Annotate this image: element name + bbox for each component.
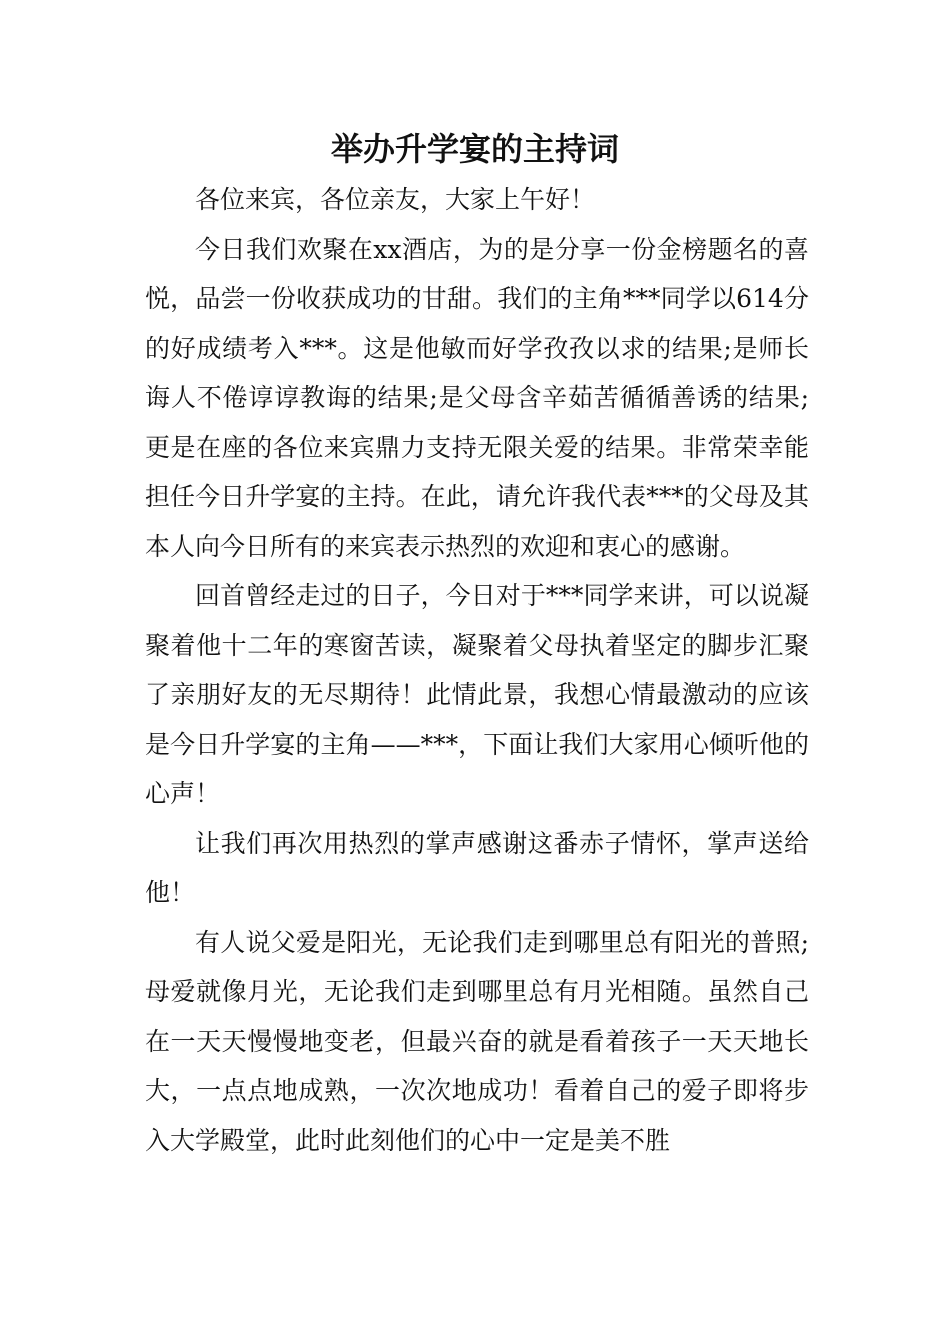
document-body bbox=[145, 175, 809, 1165]
document-title: 举办升学宴的主持词 bbox=[330, 130, 619, 168]
paragraph-greeting: 各位来宾，各位亲友，大家上午好！ bbox=[195, 185, 596, 214]
paragraph-parents: 有人说父爱是阳光，无论我们走到哪里总有阳光的普照;母爱就像月光，无论我们走到哪里总有月光相随。虽然自己在一天天慢慢地变老，但最兴奋的就是看着孩子一天天地长大，一点点地成熟，一次次地成功！看着自己的爱子即将步入大学殿堂，此时此刻他们的心中一定是美不胜 bbox=[145, 927, 809, 1155]
paragraph-reflection: 回首曾经走过的日子，今日对于***同学来讲，可以说凝聚着他十二年的寒窗苦读，凝聚着父母执着坚定的脚步汇聚了亲朋好友的无尽期待！此情此景，我想心情最激动的应该是今日升学宴的主角——***，下面让我们大家用心倾听他的心声！ bbox=[145, 581, 809, 808]
paragraph-applause: 让我们再次用热烈的掌声感谢这番赤子情怀，掌声送给他！ bbox=[145, 828, 809, 907]
paragraph-welcome: 今日我们欢聚在xx酒店，为的是分享一份金榜题名的喜悦，品尝一份收获成功的甘甜。我们的主角***同学以614分的好成绩考入***。这是他敏而好学孜孜以求的结果;是师长诲人不倦谆谆教诲的结果;是父母含辛茹苦循循善诱的结果;更是在座的各位来宾鼎力支持无限关爱的结果。非常荣幸能担任今日升学宴的主持。在此，请允许我代表***的父母及其本人向今日所有的来宾表示热烈的欢迎和衷心的感谢。 bbox=[145, 234, 809, 561]
